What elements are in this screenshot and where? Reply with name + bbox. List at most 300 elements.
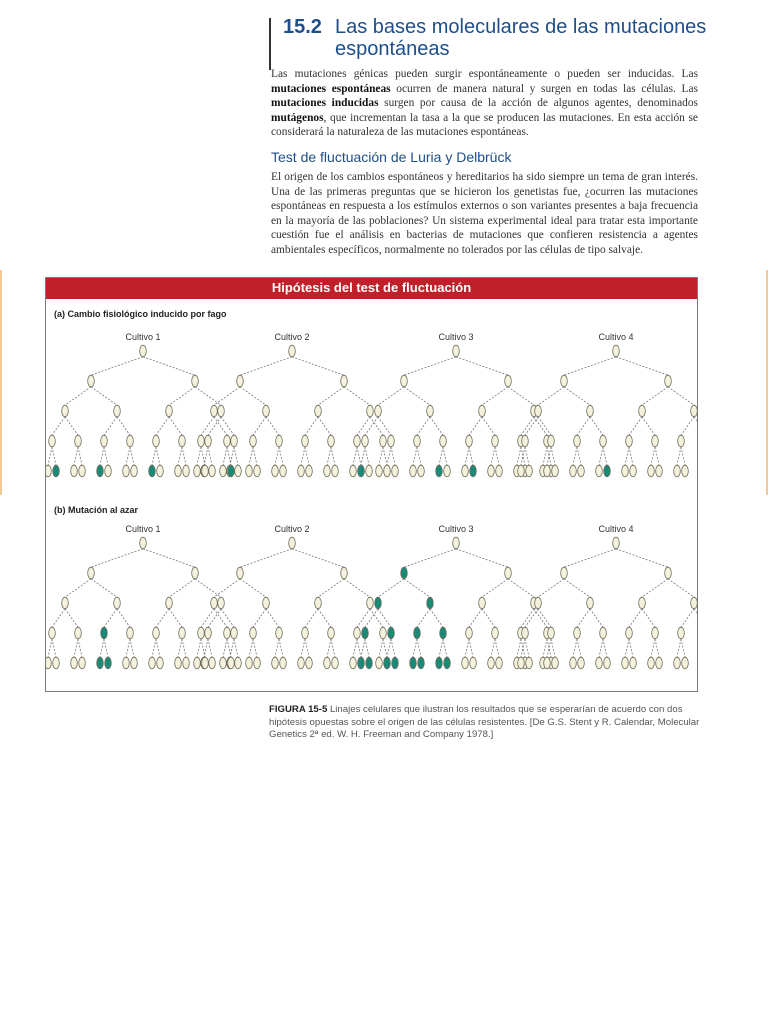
lineage-branch bbox=[443, 639, 447, 657]
sensitive-cell bbox=[682, 465, 689, 477]
lineage-branch bbox=[387, 639, 391, 657]
lineage-branch bbox=[465, 447, 469, 465]
resistant-cell bbox=[388, 627, 395, 639]
lineage-branch bbox=[240, 387, 266, 405]
lineage-branch bbox=[318, 609, 331, 627]
lineage-branch bbox=[292, 549, 344, 567]
sensitive-cell bbox=[149, 657, 156, 669]
lineage-branch bbox=[495, 639, 499, 657]
lineage-branch bbox=[52, 609, 65, 627]
sensitive-cell bbox=[652, 627, 659, 639]
resistant-cell bbox=[414, 627, 421, 639]
sensitive-cell bbox=[254, 657, 261, 669]
sensitive-cell bbox=[205, 627, 212, 639]
sensitive-cell bbox=[648, 465, 655, 477]
lineage-branch bbox=[590, 609, 603, 627]
lineage-branch bbox=[668, 387, 694, 405]
sensitive-cell bbox=[114, 597, 121, 609]
lineage-branch bbox=[104, 447, 108, 465]
lineage-branch bbox=[521, 639, 525, 657]
lineage-branch bbox=[266, 609, 279, 627]
lineage-branch bbox=[551, 639, 555, 657]
lineage-branch bbox=[74, 639, 78, 657]
lineage-branch bbox=[100, 639, 104, 657]
sensitive-cell bbox=[192, 375, 199, 387]
lineage-branch bbox=[178, 639, 182, 657]
lineage-branch bbox=[469, 639, 473, 657]
sensitive-cell bbox=[263, 597, 270, 609]
sensitive-cell bbox=[350, 657, 357, 669]
sensitive-cell bbox=[88, 375, 95, 387]
resistant-cell bbox=[436, 657, 443, 669]
lineage-branch bbox=[469, 417, 482, 435]
lineage-branch bbox=[78, 447, 82, 465]
lineage-branch bbox=[551, 447, 555, 465]
sensitive-cell bbox=[354, 627, 361, 639]
lineage-branch bbox=[469, 609, 482, 627]
lineage-branch bbox=[642, 579, 668, 597]
sensitive-cell bbox=[526, 465, 533, 477]
lineage-branch bbox=[681, 609, 694, 627]
panel-b-culture-3-label: Cultivo 3 bbox=[438, 524, 474, 534]
resistant-cell bbox=[149, 465, 156, 477]
sensitive-cell bbox=[298, 657, 305, 669]
lineage-branch bbox=[201, 417, 214, 435]
sensitive-cell bbox=[384, 465, 391, 477]
sensitive-cell bbox=[544, 465, 551, 477]
sensitive-cell bbox=[183, 657, 190, 669]
lineage-branch bbox=[65, 609, 78, 627]
lineage-branch bbox=[379, 639, 383, 657]
sensitive-cell bbox=[427, 405, 434, 417]
lineage-branch bbox=[404, 357, 456, 375]
sensitive-cell bbox=[518, 657, 525, 669]
lineage-branch bbox=[625, 639, 629, 657]
sensitive-cell bbox=[505, 567, 512, 579]
sensitive-cell bbox=[140, 345, 147, 357]
sensitive-cell bbox=[600, 435, 607, 447]
sensitive-cell bbox=[626, 435, 633, 447]
sensitive-cell bbox=[198, 627, 205, 639]
lineage-branch bbox=[590, 417, 603, 435]
lineage-branch bbox=[104, 609, 117, 627]
sensitive-cell bbox=[71, 657, 78, 669]
lineage-branch bbox=[577, 609, 590, 627]
sensitive-cell bbox=[62, 405, 69, 417]
lineage-branch bbox=[301, 447, 305, 465]
sensitive-cell bbox=[49, 627, 56, 639]
sensitive-cell bbox=[522, 435, 529, 447]
sensitive-cell bbox=[691, 597, 697, 609]
lineage-branch bbox=[365, 639, 369, 657]
sensitive-cell bbox=[367, 405, 374, 417]
lineage-branch bbox=[156, 639, 160, 657]
lineage-branch bbox=[417, 447, 421, 465]
lineage-branch bbox=[91, 357, 143, 375]
sensitive-cell bbox=[198, 435, 205, 447]
intro-text-2: ocurren de manera natural y surgen en todas las células. Las bbox=[390, 82, 698, 95]
lineage-branch bbox=[616, 549, 668, 567]
sensitive-cell bbox=[574, 627, 581, 639]
lineage-branch bbox=[130, 447, 134, 465]
sensitive-cell bbox=[131, 465, 138, 477]
lineage-branch bbox=[525, 609, 538, 627]
lineage-branch bbox=[521, 447, 525, 465]
sensitive-cell bbox=[535, 405, 542, 417]
sensitive-cell bbox=[211, 597, 218, 609]
sensitive-cell bbox=[354, 435, 361, 447]
sensitive-cell bbox=[209, 465, 216, 477]
sensitive-cell bbox=[341, 567, 348, 579]
resistant-cell bbox=[228, 465, 235, 477]
lineage-branch bbox=[353, 639, 357, 657]
sensitive-cell bbox=[220, 465, 227, 477]
sensitive-cell bbox=[71, 465, 78, 477]
lineage-branch bbox=[361, 639, 365, 657]
lineage-branch bbox=[48, 639, 52, 657]
resistant-cell bbox=[97, 465, 104, 477]
sensitive-cell bbox=[665, 375, 672, 387]
lineage-branch bbox=[74, 447, 78, 465]
lineage-branch bbox=[275, 639, 279, 657]
sensitive-cell bbox=[46, 657, 51, 669]
lineage-branch bbox=[564, 357, 616, 375]
sensitive-cell bbox=[674, 465, 681, 477]
sensitive-cell bbox=[375, 405, 382, 417]
sensitive-cell bbox=[205, 435, 212, 447]
lineage-branch bbox=[577, 417, 590, 435]
lineage-branch bbox=[677, 639, 681, 657]
resistant-cell bbox=[418, 657, 425, 669]
lineage-branch bbox=[204, 639, 208, 657]
sensitive-cell bbox=[183, 465, 190, 477]
lineage-branch bbox=[52, 417, 65, 435]
sensitive-cell bbox=[231, 627, 238, 639]
lineage-branch bbox=[305, 447, 309, 465]
lineage-branch bbox=[305, 639, 309, 657]
lineage-branch bbox=[521, 447, 525, 465]
sensitive-cell bbox=[466, 627, 473, 639]
term-spontaneous: mutaciones espontáneas bbox=[271, 82, 391, 95]
sensitive-cell bbox=[678, 435, 685, 447]
term-induced: mutaciones inducidas bbox=[271, 97, 379, 110]
lineage-branch bbox=[65, 417, 78, 435]
lineage-branch bbox=[169, 417, 182, 435]
sensitive-cell bbox=[123, 657, 130, 669]
lineage-branch bbox=[240, 579, 266, 597]
sensitive-cell bbox=[648, 657, 655, 669]
sensitive-cell bbox=[324, 657, 331, 669]
sensitive-cell bbox=[237, 567, 244, 579]
sensitive-cell bbox=[376, 657, 383, 669]
lineage-branch bbox=[538, 579, 564, 597]
lineage-branch bbox=[201, 609, 214, 627]
sensitive-cell bbox=[289, 537, 296, 549]
sensitive-cell bbox=[254, 465, 261, 477]
lineage-branch bbox=[439, 447, 443, 465]
sensitive-cell bbox=[496, 465, 503, 477]
lineage-branch bbox=[694, 417, 697, 435]
sensitive-cell bbox=[157, 657, 164, 669]
sensitive-cell bbox=[157, 465, 164, 477]
lineage-branch bbox=[201, 639, 205, 657]
lineage-branch bbox=[230, 639, 234, 657]
intro-text-3: surgen por causa de la acción de algunos agentes, denominados bbox=[378, 97, 698, 110]
lineage-branch bbox=[599, 639, 603, 657]
lineage-branch bbox=[197, 447, 201, 465]
lineage-branch bbox=[681, 447, 685, 465]
lineage-branch bbox=[117, 609, 130, 627]
lineage-branch bbox=[564, 387, 590, 405]
sensitive-cell bbox=[194, 657, 201, 669]
sensitive-cell bbox=[224, 627, 231, 639]
lineage-branch bbox=[547, 447, 551, 465]
sensitive-cell bbox=[604, 657, 611, 669]
lineage-branch bbox=[331, 447, 335, 465]
sensitive-cell bbox=[224, 435, 231, 447]
lineage-branch bbox=[361, 447, 365, 465]
sensitive-cell bbox=[237, 375, 244, 387]
lineage-branch bbox=[305, 609, 318, 627]
lineage-branch bbox=[521, 609, 534, 627]
sensitive-cell bbox=[153, 627, 160, 639]
sensitive-cell bbox=[306, 657, 313, 669]
sensitive-cell bbox=[570, 465, 577, 477]
panel-a-culture-1-label: Cultivo 1 bbox=[125, 332, 161, 342]
sensitive-cell bbox=[639, 405, 646, 417]
sensitive-cell bbox=[131, 657, 138, 669]
sensitive-cell bbox=[235, 657, 242, 669]
sensitive-cell bbox=[194, 465, 201, 477]
lineage-branch bbox=[413, 639, 417, 657]
resistant-cell bbox=[401, 567, 408, 579]
lineage-trees bbox=[46, 278, 697, 691]
lineage-branch bbox=[249, 639, 253, 657]
sensitive-cell bbox=[496, 657, 503, 669]
sensitive-cell bbox=[272, 657, 279, 669]
sensitive-cell bbox=[166, 597, 173, 609]
lineage-branch bbox=[525, 639, 529, 657]
lineage-branch bbox=[91, 579, 117, 597]
lineage-branch bbox=[603, 639, 607, 657]
sensitive-cell bbox=[691, 405, 697, 417]
resistant-cell bbox=[427, 597, 434, 609]
lineage-branch bbox=[104, 639, 108, 657]
section-rule bbox=[269, 18, 271, 70]
sensitive-cell bbox=[263, 405, 270, 417]
intro-text-1: Las mutaciones génicas pueden surgir espontáneamente o pueden ser inducidas. Las bbox=[271, 68, 698, 80]
sensitive-cell bbox=[548, 627, 555, 639]
lineage-branch bbox=[357, 639, 361, 657]
resistant-cell bbox=[384, 657, 391, 669]
panel-a-label: (a) Cambio fisiológico inducido por fago bbox=[54, 309, 227, 319]
sensitive-cell bbox=[175, 657, 182, 669]
lineage-branch bbox=[353, 447, 357, 465]
sensitive-cell bbox=[492, 435, 499, 447]
sensitive-cell bbox=[228, 657, 235, 669]
sensitive-cell bbox=[535, 597, 542, 609]
lineage-branch bbox=[603, 447, 607, 465]
lineage-branch bbox=[201, 447, 205, 465]
sensitive-cell bbox=[544, 657, 551, 669]
lineage-branch bbox=[52, 447, 56, 465]
sensitive-cell bbox=[600, 627, 607, 639]
lineage-branch bbox=[543, 447, 547, 465]
lineage-branch bbox=[430, 417, 443, 435]
lineage-branch bbox=[534, 609, 547, 627]
lineage-branch bbox=[230, 447, 234, 465]
lineage-branch bbox=[651, 447, 655, 465]
section-number: 15.2 bbox=[283, 16, 322, 38]
sensitive-cell bbox=[380, 627, 387, 639]
sensitive-cell bbox=[192, 567, 199, 579]
lineage-branch bbox=[331, 639, 335, 657]
caption-label: FIGURA 15-5 bbox=[269, 704, 328, 715]
sensitive-cell bbox=[127, 627, 134, 639]
intro-text-4: , que incrementan la tasa a la que se producen las mutaciones. En esta acción se considerará la naturaleza de las mutaciones espontáneas. bbox=[271, 111, 698, 139]
lineage-branch bbox=[234, 447, 238, 465]
lineage-branch bbox=[482, 609, 495, 627]
sensitive-cell bbox=[488, 465, 495, 477]
sensitive-cell bbox=[350, 465, 357, 477]
caption-text: Linajes celulares que ilustran los resultados que se esperarían de acuerdo con dos hipótesis opuestas sobre el origen de las células resistentes. [De G.S. Stent y R. Calendar, Molecular Genetics 2ª ed. W. H. Freeman and Company 1978.] bbox=[269, 704, 700, 741]
lineage-branch bbox=[629, 447, 633, 465]
sensitive-cell bbox=[341, 375, 348, 387]
lineage-branch bbox=[521, 417, 534, 435]
sensitive-cell bbox=[401, 375, 408, 387]
sensitive-cell bbox=[462, 657, 469, 669]
lineage-branch bbox=[482, 417, 495, 435]
lineage-branch bbox=[599, 447, 603, 465]
resistant-cell bbox=[366, 657, 373, 669]
resistant-cell bbox=[101, 627, 108, 639]
sensitive-cell bbox=[179, 627, 186, 639]
lineage-branch bbox=[616, 357, 668, 375]
lineage-branch bbox=[681, 639, 685, 657]
lineage-branch bbox=[156, 609, 169, 627]
lineage-branch bbox=[227, 639, 231, 657]
sensitive-cell bbox=[410, 465, 417, 477]
lineage-branch bbox=[208, 417, 221, 435]
lineage-branch bbox=[655, 447, 659, 465]
lineage-branch bbox=[417, 639, 421, 657]
sensitive-cell bbox=[674, 657, 681, 669]
sensitive-cell bbox=[101, 435, 108, 447]
sensitive-cell bbox=[315, 405, 322, 417]
sensitive-cell bbox=[453, 537, 460, 549]
lineage-branch bbox=[78, 639, 82, 657]
sensitive-cell bbox=[105, 465, 112, 477]
lineage-branch bbox=[430, 609, 443, 627]
lineage-branch bbox=[169, 579, 195, 597]
resistant-cell bbox=[97, 657, 104, 669]
sensitive-cell bbox=[561, 567, 568, 579]
lineage-branch bbox=[681, 417, 694, 435]
resistant-cell bbox=[440, 627, 447, 639]
lineage-branch bbox=[208, 447, 212, 465]
lineage-branch bbox=[126, 639, 130, 657]
sensitive-cell bbox=[49, 435, 56, 447]
sensitive-cell bbox=[518, 465, 525, 477]
sensitive-cell bbox=[328, 435, 335, 447]
lineage-branch bbox=[91, 387, 117, 405]
lineage-branch bbox=[547, 447, 551, 465]
sensitive-cell bbox=[53, 657, 60, 669]
lineage-branch bbox=[208, 609, 221, 627]
lineage-branch bbox=[156, 417, 169, 435]
lineage-branch bbox=[126, 447, 130, 465]
subsection-title: Test de fluctuación de Luria y Delbrück bbox=[271, 149, 512, 165]
sensitive-cell bbox=[570, 657, 577, 669]
resistant-cell bbox=[358, 465, 365, 477]
body-paragraph: El origen de los cambios espontáneos y hereditarios ha sido siempre un tema de gran interés. Una de las primeras preguntas que se hicieron los genetistas fue, ¿ocurren las mutaciones espontáneas en respuesta a los estímulos externos o son variantes presentes a baja frecuencia en la mayoría de las poblaciones? Un sistema experimental ideal para tratar esta importante cuestión fue el análisis en bacterias de mutaciones que confieren resistencia a agentes ambientales específicos, normalmente no tolerados por las células de tipo salvaje. bbox=[271, 171, 698, 256]
lineage-branch bbox=[413, 447, 417, 465]
figure-caption bbox=[269, 704, 701, 742]
panel-b-culture-1-label: Cultivo 1 bbox=[125, 524, 161, 534]
sensitive-cell bbox=[88, 567, 95, 579]
lineage-branch bbox=[240, 357, 292, 375]
sensitive-cell bbox=[479, 405, 486, 417]
lineage-branch bbox=[318, 579, 344, 597]
resistant-cell bbox=[444, 657, 451, 669]
sensitive-cell bbox=[622, 657, 629, 669]
sensitive-cell bbox=[276, 627, 283, 639]
lineage-branch bbox=[491, 447, 495, 465]
lineage-branch bbox=[525, 417, 538, 435]
lineage-branch bbox=[391, 447, 395, 465]
sensitive-cell bbox=[479, 597, 486, 609]
sensitive-cell bbox=[639, 597, 646, 609]
sensitive-cell bbox=[302, 435, 309, 447]
sensitive-cell bbox=[306, 465, 313, 477]
lineage-branch bbox=[465, 639, 469, 657]
sensitive-cell bbox=[250, 435, 257, 447]
sensitive-cell bbox=[453, 345, 460, 357]
sensitive-cell bbox=[613, 345, 620, 357]
lineage-branch bbox=[694, 609, 697, 627]
lineage-branch bbox=[521, 639, 525, 657]
resistant-cell bbox=[436, 465, 443, 477]
lineage-branch bbox=[253, 417, 266, 435]
sensitive-cell bbox=[367, 597, 374, 609]
lineage-branch bbox=[378, 387, 404, 405]
sensitive-cell bbox=[470, 657, 477, 669]
sensitive-cell bbox=[235, 465, 242, 477]
lineage-branch bbox=[65, 579, 91, 597]
sensitive-cell bbox=[123, 465, 130, 477]
sensitive-cell bbox=[246, 657, 253, 669]
resistant-cell bbox=[358, 657, 365, 669]
sensitive-cell bbox=[656, 465, 663, 477]
lineage-branch bbox=[443, 447, 447, 465]
sensitive-cell bbox=[211, 405, 218, 417]
lineage-branch bbox=[52, 639, 56, 657]
lineage-branch bbox=[279, 639, 283, 657]
sensitive-cell bbox=[630, 465, 637, 477]
lineage-branch bbox=[152, 447, 156, 465]
lineage-branch bbox=[214, 387, 240, 405]
lineage-branch bbox=[404, 387, 430, 405]
lineage-branch bbox=[156, 447, 160, 465]
sensitive-cell bbox=[596, 657, 603, 669]
lineage-branch bbox=[538, 609, 551, 627]
sensitive-cell bbox=[289, 345, 296, 357]
sensitive-cell bbox=[328, 627, 335, 639]
sensitive-cell bbox=[202, 657, 209, 669]
sensitive-cell bbox=[678, 627, 685, 639]
sensitive-cell bbox=[114, 405, 121, 417]
sensitive-cell bbox=[505, 375, 512, 387]
